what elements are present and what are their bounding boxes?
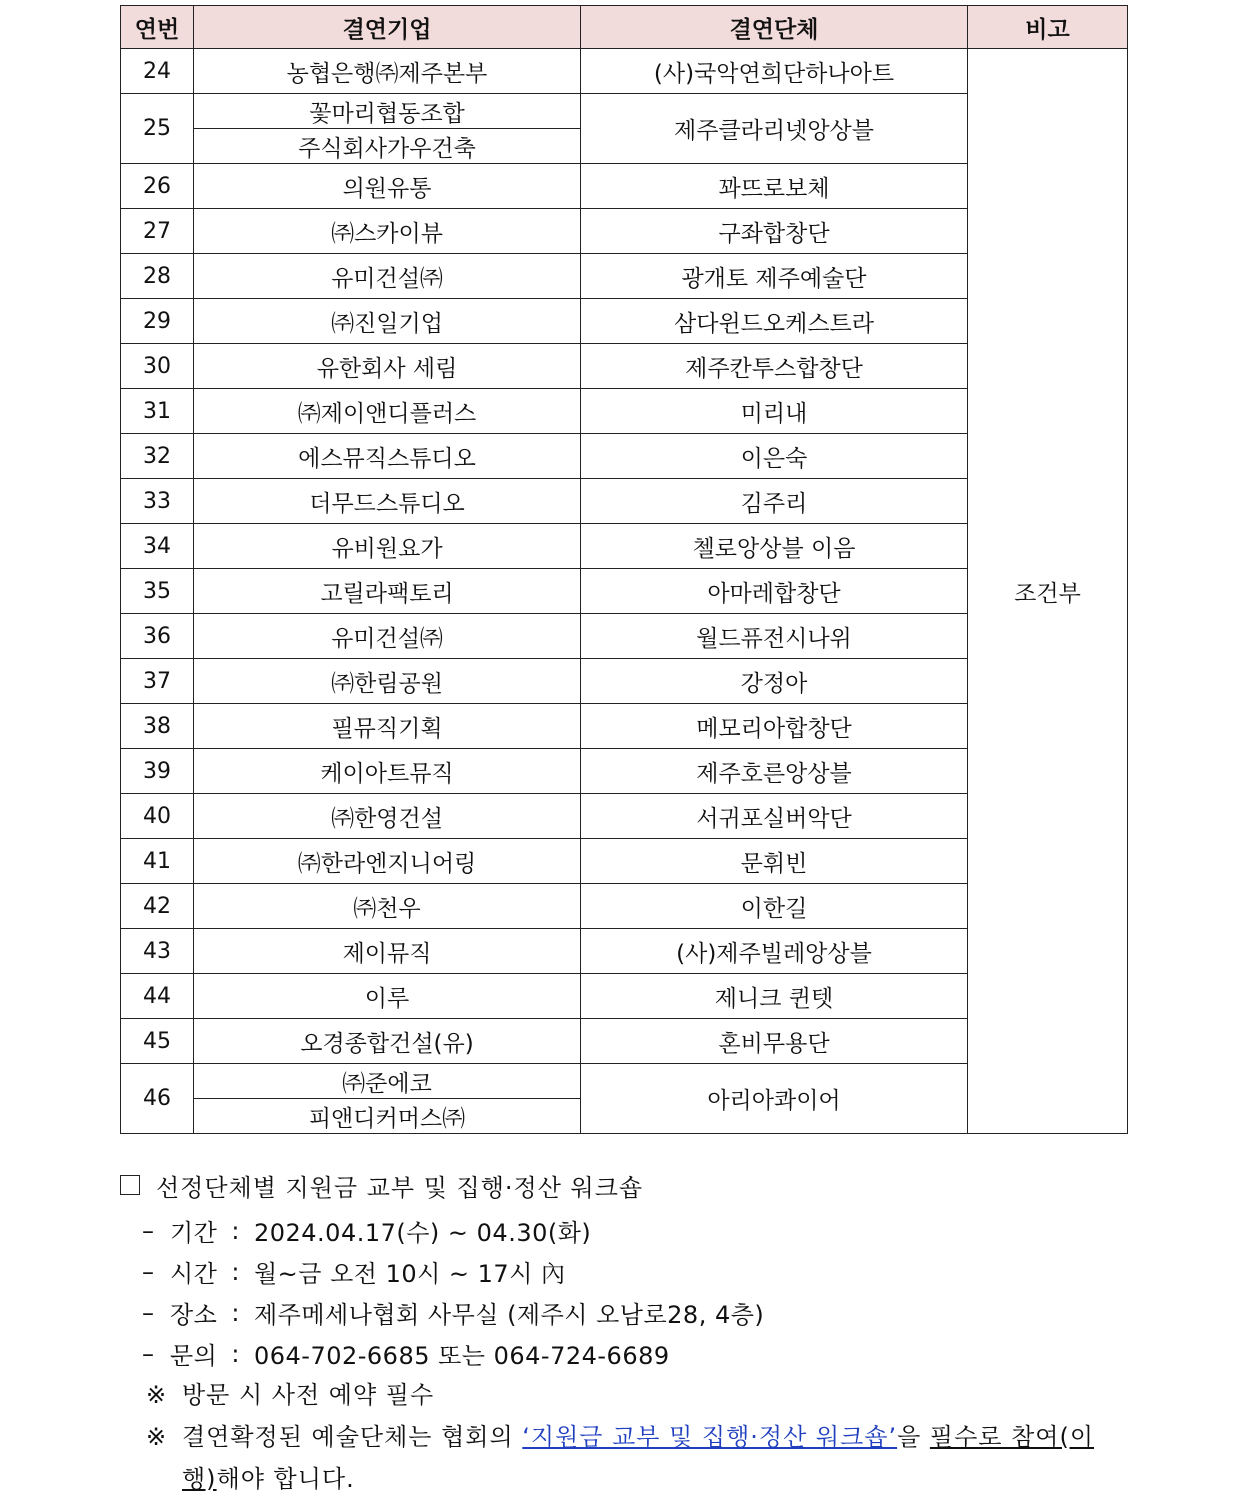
reference-mark-icon: ※ xyxy=(146,1381,168,1409)
dash-icon: – xyxy=(142,1216,155,1245)
group-cell: 첼로앙상블 이음 xyxy=(581,524,968,569)
dash-icon: – xyxy=(142,1298,155,1327)
group-cell: 제주호른앙상블 xyxy=(581,749,968,794)
note-reservation xyxy=(120,1374,1120,1416)
group-cell: 꽈뜨로보체 xyxy=(581,164,968,209)
group-cell: 혼비무용단 xyxy=(581,1019,968,1064)
row-number: 34 xyxy=(121,524,194,569)
group-cell: (사)제주빌레앙상블 xyxy=(581,929,968,974)
company-cell: ㈜한림공원 xyxy=(194,659,581,704)
company-cell: 에스뮤직스튜디오 xyxy=(194,434,581,479)
note-emphasis: 필수로 참여(이행) xyxy=(182,1423,1095,1493)
row-number: 30 xyxy=(121,344,194,389)
table-row xyxy=(121,49,1128,94)
note-participation xyxy=(120,1416,1120,1500)
group-cell: 김주리 xyxy=(581,479,968,524)
table-body xyxy=(121,49,1128,1134)
company-cell: ㈜진일기업 xyxy=(194,299,581,344)
company-cell: 더무드스튜디오 xyxy=(194,479,581,524)
company-cell: 오경종합건설(유) xyxy=(194,1019,581,1064)
note-text-before: 결연확정된 예술단체는 협회의 xyxy=(182,1423,523,1451)
company-cell: 필뮤직기획 xyxy=(194,704,581,749)
row-number: 38 xyxy=(121,704,194,749)
company-cell: 주식회사가우건축 xyxy=(194,129,581,164)
row-number: 26 xyxy=(121,164,194,209)
header-group: 결연단체 xyxy=(581,6,968,49)
company-cell: 이루 xyxy=(194,974,581,1019)
company-cell: ㈜한라엔지니어링 xyxy=(194,839,581,884)
company-cell: 꽃마리협동조합 xyxy=(194,94,581,129)
row-number: 40 xyxy=(121,794,194,839)
company-cell: 농협은행㈜제주본부 xyxy=(194,49,581,94)
row-number: 32 xyxy=(121,434,194,479)
pairing-table xyxy=(120,5,1128,1134)
company-cell: 유미건설㈜ xyxy=(194,254,581,299)
checkbox-square-icon xyxy=(120,1175,140,1195)
detail-value: 월~금 오전 10시 ~ 17시 內 xyxy=(253,1260,566,1288)
company-cell: ㈜한영건설 xyxy=(194,794,581,839)
company-cell: 유미건설㈜ xyxy=(194,614,581,659)
row-number: 31 xyxy=(121,389,194,434)
table-header-row xyxy=(121,6,1128,49)
company-cell: 유한회사 세림 xyxy=(194,344,581,389)
colon: : xyxy=(231,1298,240,1327)
company-cell: ㈜준에코 xyxy=(194,1064,581,1099)
header-no: 연번 xyxy=(121,6,194,49)
detail-label: 시간 xyxy=(170,1260,218,1288)
company-cell: 제이뮤직 xyxy=(194,929,581,974)
group-cell: 제주칸투스합창단 xyxy=(581,344,968,389)
detail-value: 제주메세나협회 사무실 (제주시 오남로28, 4층) xyxy=(253,1301,765,1329)
row-number: 25 xyxy=(121,94,194,164)
workshop-heading xyxy=(120,1160,1120,1210)
group-cell: 제니크 퀸텟 xyxy=(581,974,968,1019)
detail-place xyxy=(120,1292,1120,1333)
row-number: 35 xyxy=(121,569,194,614)
colon: : xyxy=(231,1257,240,1286)
detail-value: 064-702-6685 또는 064-724-6689 xyxy=(253,1342,670,1370)
group-cell: 제주클라리넷앙상블 xyxy=(581,94,968,164)
company-cell: 피앤디커머스㈜ xyxy=(194,1099,581,1134)
group-cell: 월드퓨전시나위 xyxy=(581,614,968,659)
company-cell: ㈜스카이뷰 xyxy=(194,209,581,254)
row-number: 27 xyxy=(121,209,194,254)
detail-label: 문의 xyxy=(170,1342,218,1370)
company-cell: 고릴라팩토리 xyxy=(194,569,581,614)
header-company: 결연기업 xyxy=(194,6,581,49)
group-cell: 광개토 제주예술단 xyxy=(581,254,968,299)
colon: : xyxy=(231,1339,240,1368)
row-number: 24 xyxy=(121,49,194,94)
detail-value: 2024.04.17(수) ~ 04.30(화) xyxy=(253,1219,592,1247)
remark-cell: 조건부 xyxy=(968,49,1128,1134)
colon: : xyxy=(231,1216,240,1245)
group-cell: 구좌합창단 xyxy=(581,209,968,254)
group-cell: 이은숙 xyxy=(581,434,968,479)
detail-label: 기간 xyxy=(170,1219,218,1247)
dash-icon: – xyxy=(142,1257,155,1286)
group-cell: 문휘빈 xyxy=(581,839,968,884)
workshop-section xyxy=(120,1160,1120,1500)
row-number: 44 xyxy=(121,974,194,1019)
company-cell: 케이아트뮤직 xyxy=(194,749,581,794)
row-number: 36 xyxy=(121,614,194,659)
group-cell: (사)국악연희단하나아트 xyxy=(581,49,968,94)
note-text-middle: 을 xyxy=(897,1423,930,1451)
detail-label: 장소 xyxy=(170,1301,218,1329)
row-number: 43 xyxy=(121,929,194,974)
note-text: 방문 시 사전 예약 필수 xyxy=(182,1381,435,1409)
group-cell: 아마레합창단 xyxy=(581,569,968,614)
detail-period xyxy=(120,1210,1120,1251)
group-cell: 강정아 xyxy=(581,659,968,704)
row-number: 45 xyxy=(121,1019,194,1064)
group-cell: 이한길 xyxy=(581,884,968,929)
group-cell: 미리내 xyxy=(581,389,968,434)
company-cell: ㈜제이앤디플러스 xyxy=(194,389,581,434)
note-text-after: 해야 합니다. xyxy=(216,1465,355,1493)
row-number: 41 xyxy=(121,839,194,884)
workshop-title: 선정단체별 지원금 교부 및 집행·정산 워크숍 xyxy=(156,1173,644,1202)
row-number: 29 xyxy=(121,299,194,344)
dash-icon: – xyxy=(142,1339,155,1368)
row-number: 28 xyxy=(121,254,194,299)
row-number: 37 xyxy=(121,659,194,704)
company-cell: ㈜천우 xyxy=(194,884,581,929)
reference-mark-icon: ※ xyxy=(146,1423,168,1451)
row-number: 39 xyxy=(121,749,194,794)
detail-time xyxy=(120,1251,1120,1292)
detail-contact xyxy=(120,1333,1120,1374)
header-remark: 비고 xyxy=(968,6,1128,49)
row-number: 33 xyxy=(121,479,194,524)
group-cell: 메모리아합창단 xyxy=(581,704,968,749)
note-text xyxy=(182,1416,1120,1500)
company-cell: 유비원요가 xyxy=(194,524,581,569)
group-cell: 아리아콰이어 xyxy=(581,1064,968,1134)
group-cell: 삼다윈드오케스트라 xyxy=(581,299,968,344)
row-number: 46 xyxy=(121,1064,194,1134)
company-cell: 의원유통 xyxy=(194,164,581,209)
workshop-link[interactable]: ‘지원금 교부 및 집행·정산 워크숍’ xyxy=(522,1423,898,1451)
row-number: 42 xyxy=(121,884,194,929)
group-cell: 서귀포실버악단 xyxy=(581,794,968,839)
